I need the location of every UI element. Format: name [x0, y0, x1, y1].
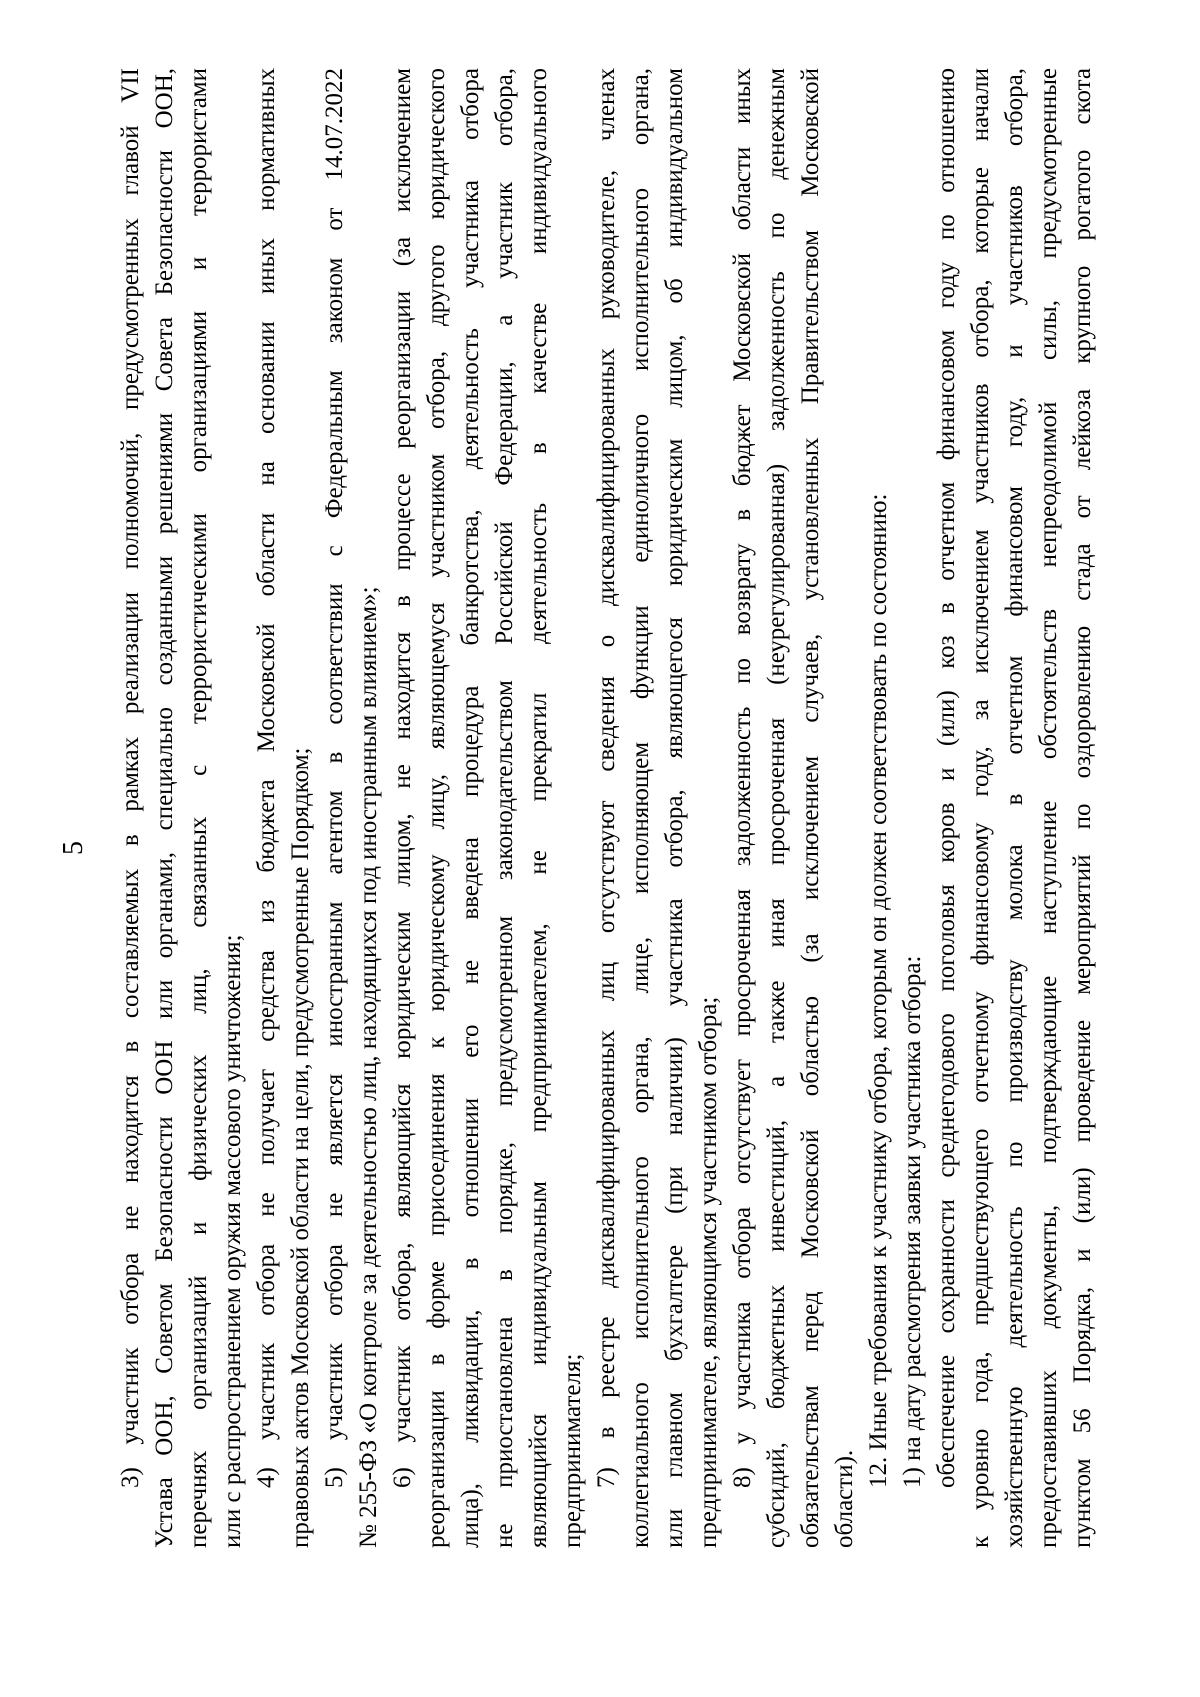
- text-line: перечнях организаций и физических лиц, связанных с террористическими организациями и террористами: [185, 68, 212, 1548]
- text-line-section-12: 12. Иные требования к участнику отбора, которым он должен соответствовать по состоянию:: [865, 493, 892, 1488]
- text-line-subitem-1: 1) на дату рассмотрения заявки участника отбора:: [899, 955, 926, 1488]
- text-line: к уровню года, предшествующего отчетному финансовому году, за исключением участников отбора, которые начали: [967, 68, 994, 1548]
- text-line: субсидий, бюджетных инвестиций, а также иная просроченная (неурегулированная) задолженность по денежным: [763, 68, 790, 1548]
- text-line: правовых актов Московской области на цели, предусмотренные Порядком;: [287, 747, 314, 1548]
- text-line: лица), ликвидации, в отношении его не введена процедура банкротства, деятельность участника отбора: [457, 68, 484, 1548]
- text-line-requirement: обеспечение сохранности среднегодового поголовья коров и (или) коз в отчетном финансовом году по отношению: [933, 68, 960, 1488]
- text-line-item-5: 5) участник отбора не является иностранным агентом в соответствии с Федеральным законом от 14.07.2022: [321, 68, 348, 1488]
- text-line-item-3: 3) участник отбора не находится в составляемых в рамках реализации полномочий, предусмотренных главой VII: [117, 68, 144, 1488]
- text-line-item-6: 6) участник отбора, являющийся юридическим лицом, не находится в процессе реорганизации (за исключением: [389, 68, 416, 1488]
- text-line: являющийся индивидуальным предпринимателем, не прекратил деятельность в качестве индивидуального: [525, 68, 552, 1548]
- page-number: 5: [58, 841, 89, 855]
- text-line: коллегиального исполнительного органа, лице, исполняющем функции единоличного исполнительного органа,: [627, 68, 654, 1548]
- text-line: обязательствам перед Московской областью (за исключением случаев, установленных Правительством Московской: [797, 68, 824, 1548]
- text-line: предоставивших документы, подтверждающие наступление обстоятельств непреодолимой силы, предусмотренные: [1035, 68, 1062, 1548]
- text-line: № 255-ФЗ «О контроле за деятельностью лиц, находящихся под иностранным влиянием»;: [355, 586, 382, 1548]
- document-body: [114, 68, 1100, 1548]
- text-line: области).: [831, 1449, 858, 1548]
- text-line: реорганизации в форме присоединения к юридическому лицу, являющемуся участником отбора, другого юридического: [423, 68, 450, 1548]
- text-line: или главном бухгалтере (при наличии) участника отбора, являющегося юридическим лицом, об индивидуальном: [661, 68, 688, 1548]
- text-line: предпринимателя;: [559, 1353, 586, 1548]
- text-line: или с распространением оружия массового уничтожения;: [219, 934, 246, 1548]
- document-page: [50, 68, 1150, 1628]
- text-line: предпринимателе, являющимся участником отбора;: [695, 996, 722, 1548]
- text-line: Устава ООН, Советом Безопасности ООН или органами, специально созданными решениями Совета Безопасности ООН,: [151, 68, 178, 1548]
- text-line-item-7: 7) в реестре дисквалифицированных лиц отсутствуют сведения о дисквалифицированных руководителе, членах: [593, 68, 620, 1488]
- text-line: хозяйственную деятельность по производству молока в отчетном финансовом году, и участников отбора,: [1001, 68, 1028, 1548]
- text-line: пунктом 56 Порядка, и (или) проведение мероприятий по оздоровлению стада от лейкоза крупного рогатого скота: [1069, 68, 1096, 1548]
- text-line: не приостановлена в порядке, предусмотренном законодательством Российской Федерации, а участник отбора,: [491, 68, 518, 1548]
- text-line-item-8: 8) у участника отбора отсутствует просроченная задолженность по возврату в бюджет Московской области иных: [729, 68, 756, 1488]
- text-line-item-4: 4) участник отбора не получает средства из бюджета Московской области на основании иных нормативных: [253, 68, 280, 1488]
